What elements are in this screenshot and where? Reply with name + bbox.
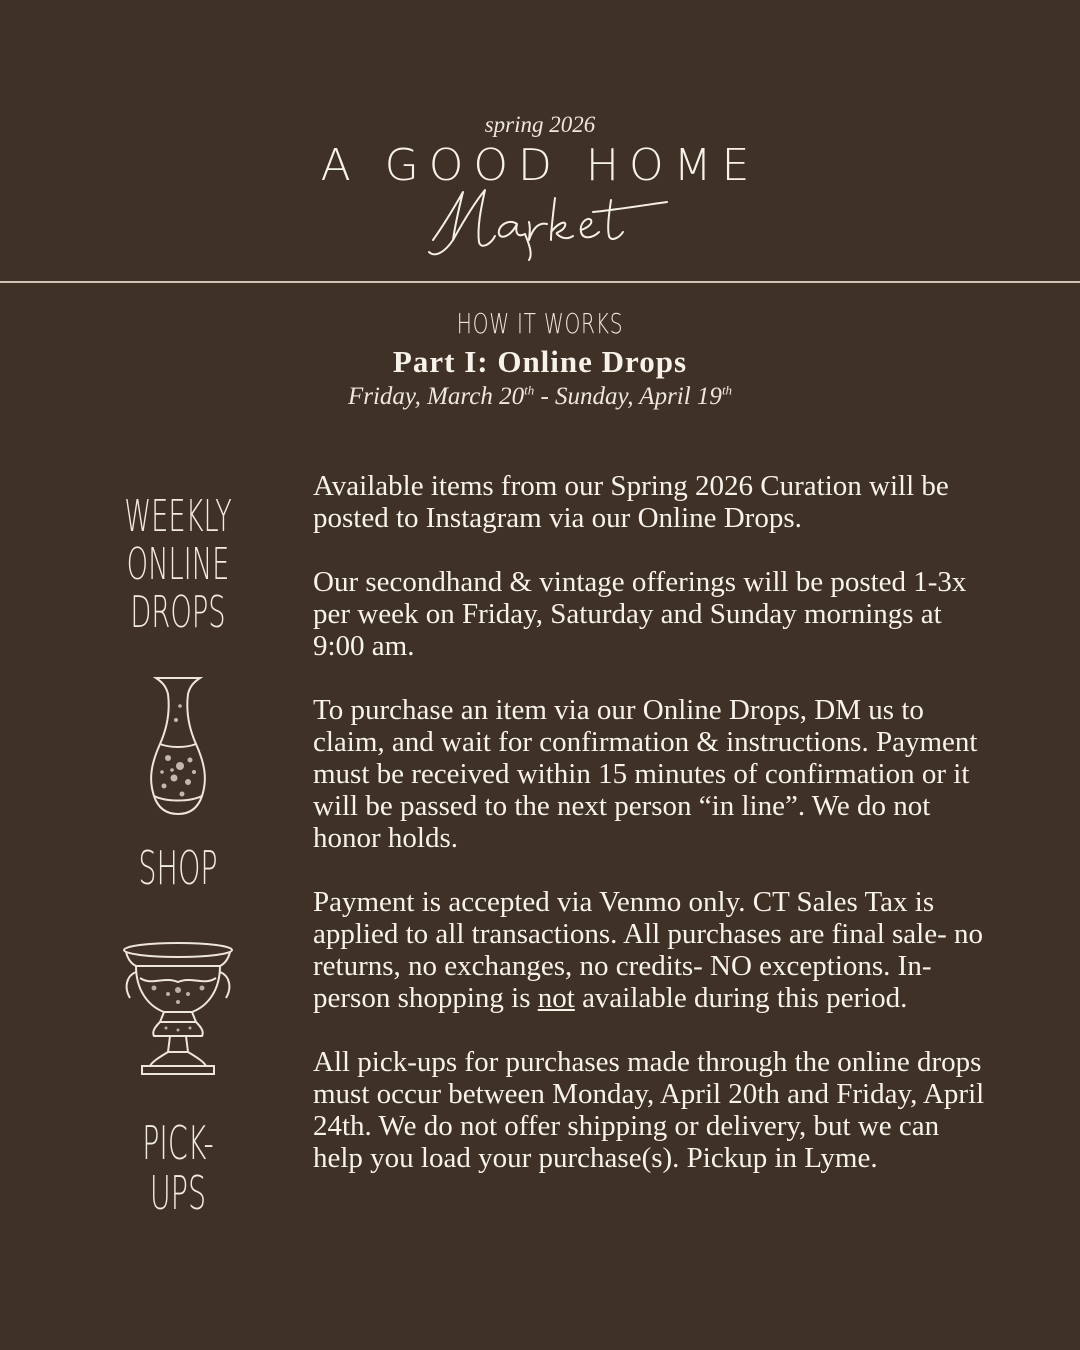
vase-icon bbox=[138, 674, 218, 819]
date-end: - Sunday, April 19 bbox=[534, 383, 722, 410]
pickups-label: PICK-UPS bbox=[142, 1116, 214, 1220]
how-it-works-label: HOW IT WORKS bbox=[456, 307, 624, 340]
payment-text: Payment is accepted via Venmo only. CT Sales Tax is applied to all transactions. All purchases are final sale- no returns, no exchanges, no credits- NO exceptions. In-person shopping is bbox=[313, 886, 984, 1014]
paragraph-payment bbox=[313, 886, 993, 1014]
market-script-logo bbox=[425, 178, 675, 263]
drops-line: DROPS bbox=[130, 587, 226, 638]
paragraph-schedule: Our secondhand & vintage offerings will be posted 1-3x per week on Friday, Saturday and Sunday mornings at 9:00 am. bbox=[313, 566, 967, 662]
brand-title: A GOOD HOME bbox=[320, 140, 760, 191]
online-line: ONLINE bbox=[126, 539, 230, 590]
shop-label: SHOP bbox=[138, 841, 218, 895]
payment-text-end: available during this period. bbox=[574, 982, 908, 1014]
season-label: spring 2026 bbox=[484, 112, 596, 137]
date-range bbox=[0, 382, 1080, 412]
date-start-suffix: th bbox=[524, 382, 535, 398]
weekly-online-drops-label bbox=[116, 493, 240, 637]
info-text bbox=[313, 470, 993, 1206]
header-divider bbox=[0, 281, 1080, 283]
how-it-works-section bbox=[0, 306, 1080, 412]
header bbox=[0, 0, 1080, 282]
urn-icon bbox=[118, 940, 238, 1080]
date-end-suffix: th bbox=[721, 382, 733, 398]
date-start: Friday, March 20 bbox=[347, 383, 525, 410]
paragraph-pickup: All pick-ups for purchases made through the online drops must occur between Monday, April 20th and Friday, April 24th. We do not offer shipping or delivery, but we can help you load your purchase(s). Pickup in Lyme. bbox=[313, 1046, 985, 1174]
part-title: Part I: Online Drops bbox=[392, 344, 688, 379]
weekly-line: WEEKLY bbox=[124, 491, 232, 542]
not-emphasis: not bbox=[537, 982, 575, 1014]
paragraph-curation: Available items from our Spring 2026 Curation will be posted to Instagram via our Online Drops. bbox=[313, 470, 949, 534]
paragraph-purchase: To purchase an item via our Online Drops, DM us to claim, and wait for confirmation & instructions. Payment must be received within 15 minutes of confirmation or it will be passed to the next person “in line”. We do not honor holds. bbox=[313, 694, 978, 854]
